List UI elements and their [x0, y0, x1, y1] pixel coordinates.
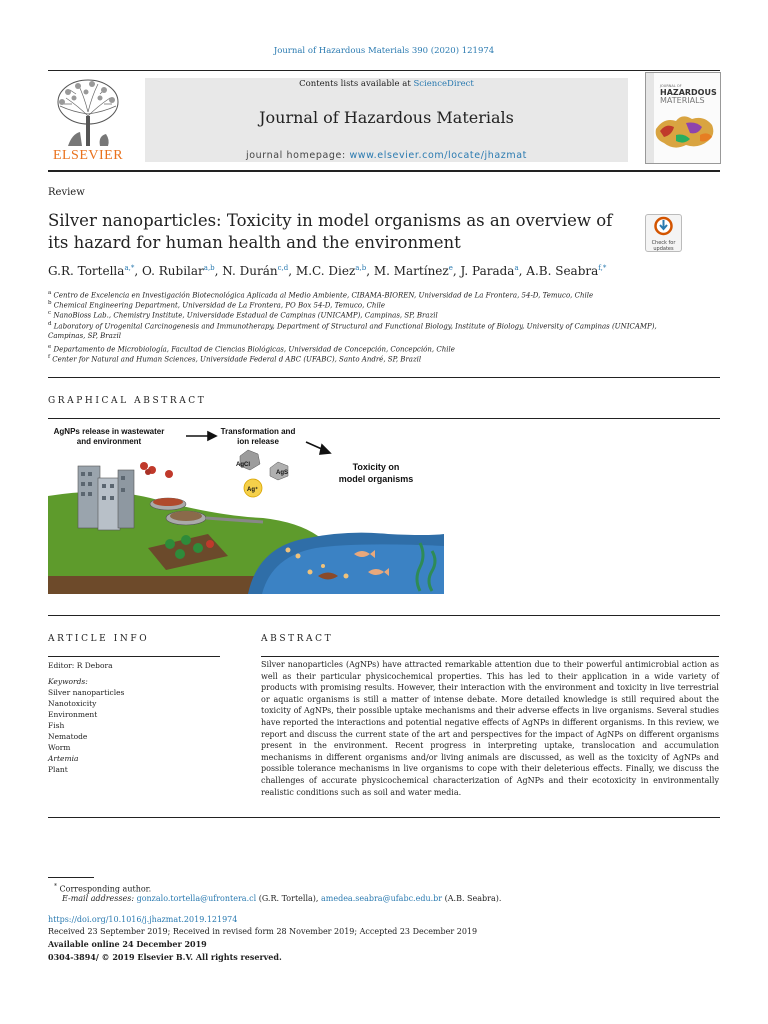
- label-agcl: AgCl: [236, 462, 250, 468]
- keyword-item: Environment: [48, 710, 98, 719]
- author-name: G.R. Tortella: [48, 264, 125, 278]
- author-seabra[interactable]: [526, 264, 606, 278]
- keyword-item: Nanotoxicity: [48, 699, 97, 708]
- label-ags: AgS: [276, 470, 288, 476]
- soil-strip: [48, 576, 278, 594]
- graphical-abstract-bottom-rule: [48, 615, 720, 616]
- keyword-list: [48, 687, 220, 775]
- editor-line: Editor: R Debora: [48, 661, 113, 670]
- affiliation-mark: b: [48, 300, 52, 306]
- affiliation-text: NanoBioss Lab., Chemistry Institute, Universidade Estadual de Campinas (UNICAMP), Campinas, SP, Brazil: [53, 311, 438, 320]
- affiliation-text: Laboratory of Urogenital Carcinogenesis and Immunotherapy, Department of Structural and Functional Biology, Institute of Biology, University of Campinas (UNICAMP),: [53, 322, 657, 331]
- article-info-rule: [48, 656, 220, 657]
- article-title: Silver nanoparticles: Toxicity in model organisms as an overview of its hazard for human health and the environment: [48, 211, 613, 252]
- affiliation-mark: e: [48, 344, 52, 350]
- email-owner-seabra: (A.B. Seabra).: [444, 894, 502, 903]
- affiliation-mark: c: [48, 310, 52, 316]
- journal-citation[interactable]: Journal of Hazardous Materials 390 (2020) 121974: [273, 46, 495, 56]
- cover-title-line1: JOURNAL OF: [660, 84, 682, 88]
- keyword-item: Worm: [48, 743, 71, 752]
- affiliation-text: Campinas, SP, Brazil: [48, 332, 121, 340]
- author-martinez[interactable]: [374, 264, 453, 278]
- author-affiliation-marks: a,b: [355, 264, 367, 272]
- email-label: E-mail addresses:: [62, 894, 135, 903]
- author-list: [48, 264, 728, 278]
- author-name: N. Durán: [222, 264, 278, 278]
- affiliation-text: Chemical Engineering Department, Universidad de La Frontera, PO Box 54-D, Temuco, Chile: [53, 301, 386, 310]
- cover-title-line3: MATERIALS: [660, 96, 705, 105]
- badge-label: Check for updates: [651, 240, 676, 252]
- abstract-bottom-rule: [48, 817, 720, 818]
- affiliation-text: Center for Natural and Human Sciences, Universidade Federal d ABC (UFABC), Santo André, SP, Brazil: [52, 355, 422, 364]
- label-transform-line2: ion release: [237, 437, 279, 446]
- author-separator: ,: [134, 264, 142, 278]
- author-affiliation-marks: e: [448, 264, 453, 272]
- keyword-item: Artemia: [48, 754, 79, 763]
- updates-icon: [646, 215, 681, 237]
- author-affiliation-marks: a: [514, 264, 519, 272]
- header-top-rule: [48, 70, 720, 71]
- corresponding-text: Corresponding author.: [59, 884, 152, 894]
- corresponding-author-mark: *: [130, 264, 135, 272]
- doi-link[interactable]: https://doi.org/10.1016/j.jhazmat.2019.121974: [48, 915, 238, 924]
- abstract-rule: [261, 656, 719, 657]
- keyword-item: Silver nanoparticles: [48, 688, 125, 697]
- cover-title-line2: HAZARDOUS: [660, 88, 717, 97]
- email-owner-tortella: (G.R. Tortella),: [258, 894, 319, 903]
- author-affiliation-marks: c,d: [277, 264, 289, 272]
- keywords-label: Keywords:: [48, 677, 88, 686]
- author-name: O. Rubilar: [141, 264, 204, 278]
- homepage-prefix: journal homepage:: [246, 150, 350, 161]
- graphical-abstract-rule: [48, 418, 720, 419]
- journal-homepage: [145, 150, 628, 161]
- affiliation-mark: f: [48, 354, 51, 360]
- available-online: Available online 24 December 2019: [48, 939, 207, 949]
- author-name: M.C. Diez: [295, 264, 356, 278]
- author-separator: ,: [452, 264, 461, 278]
- author-diez[interactable]: [296, 264, 366, 278]
- received-dates: Received 23 September 2019; Received in revised form 28 November 2019; Accepted 23 December 2019: [48, 927, 478, 936]
- email-link-tortella[interactable]: gonzalo.tortella@ufrontera.cl: [136, 894, 257, 903]
- label-toxicity-line2: model organisms: [338, 474, 414, 484]
- label-release-line2: and environment: [76, 437, 142, 446]
- journal-title: Journal of Hazardous Materials: [259, 108, 514, 127]
- affiliations-rule: [48, 377, 720, 378]
- affiliation-text: Centro de Excelencia en Investigación Biotecnológica Aplicada al Medio Ambiente, CIBAMA-BIOREN, Universidad de La Frontera, 54-D, Temuco, Chile: [53, 291, 594, 300]
- check-for-updates-badge[interactable]: [645, 214, 682, 252]
- author-separator: ,: [366, 264, 374, 278]
- label-toxicity-line1: Toxicity on: [352, 462, 400, 472]
- author-separator: ,: [518, 264, 527, 278]
- corresponding-mark: *: [54, 883, 57, 890]
- author-name: J. Parada: [460, 264, 515, 278]
- author-affiliation-marks: a,: [124, 264, 131, 272]
- author-tortella[interactable]: [48, 264, 134, 278]
- graphical-abstract-heading: GRAPHICAL ABSTRACT: [48, 396, 207, 406]
- abstract-body: Silver nanoparticles (AgNPs) have attracted remarkable attention due to their powerful antimicrobial action as well as their particular physicochemical properties. This has led to their application in a wide variety of products with promising results. However, their interaction with the environment and toxicity in live terrestrial or aquatic organisms is still a matter of intense debate. More detailed knowledge is still required about the toxicity of AgNPs, their possible uptake mechanisms and their adverse effects in live organisms. Several studies have reported the interactions and potential negative effects of AgNPs in different organisms. In this review, we report and discuss the current state of the art and perspectives for the impact of AgNPs on different organisms present in the environment. Recent progress in interpreting uptake, translocation and accumulation mechanisms in different organisms and/or living animals are discussed, as well as the toxicity of AgNPs and possible tolerance mechanisms in live organisms to cope with their deleterious effects. Finally, we discuss the challenges of accurate physicochemical characterization of AgNPs and their ecotoxicity in environmentally realistic conditions such as soil and water media.: [261, 660, 719, 797]
- author-affiliation-marks: a,b: [203, 264, 215, 272]
- author-name: M. Martínez: [373, 264, 449, 278]
- label-release-line1: AgNPs release in wastewater: [53, 427, 165, 436]
- affiliation-d-continued: [48, 332, 718, 342]
- affiliation-d: [48, 320, 718, 332]
- footnote-rule: [48, 877, 94, 878]
- author-separator: ,: [288, 264, 296, 278]
- contents-availability: [145, 79, 628, 89]
- article-type: Review: [48, 187, 85, 198]
- author-parada[interactable]: [461, 264, 519, 278]
- email-addresses: [62, 893, 722, 905]
- elsevier-wordmark: ELSEVIER: [52, 148, 124, 163]
- affiliation-f: [48, 353, 718, 365]
- journal-cover-thumbnail[interactable]: [645, 72, 721, 164]
- header-bottom-rule: [48, 170, 720, 172]
- email-link-seabra[interactable]: amedea.seabra@ufabc.edu.br: [320, 894, 443, 903]
- keyword-item: Plant: [48, 765, 68, 774]
- graphical-abstract-figure: [48, 426, 444, 594]
- author-separator: ,: [214, 264, 223, 278]
- copyright-line: 0304-3894/ © 2019 Elsevier B.V. All rights reserved.: [48, 952, 282, 962]
- homepage-link[interactable]: www.elsevier.com/locate/jhazmat: [349, 150, 527, 161]
- affiliation-text: Departamento de Microbiología, Facultad de Ciencias Biológicas, Universidad de Concepción, Concepción, Chile: [53, 345, 455, 354]
- affiliation-mark: d: [48, 321, 52, 327]
- affiliation-mark: a: [48, 290, 52, 296]
- abstract-heading: ABSTRACT: [261, 634, 334, 644]
- sciencedirect-link[interactable]: ScienceDirect: [413, 79, 474, 89]
- author-name: A.B. Seabra: [526, 264, 599, 278]
- label-ag-ion: Ag⁺: [247, 487, 259, 493]
- label-transform-line1: Transformation and: [220, 427, 296, 436]
- author-affiliation-marks: f,: [598, 264, 603, 272]
- author-duran[interactable]: [222, 264, 288, 278]
- contents-prefix: Contents lists available at: [299, 79, 414, 89]
- keyword-item: Fish: [48, 721, 65, 730]
- author-rubilar[interactable]: [142, 264, 215, 278]
- keyword-item: Nematode: [48, 732, 88, 741]
- article-info-heading: ARTICLE INFO: [48, 634, 150, 644]
- corresponding-author-mark: *: [602, 264, 607, 272]
